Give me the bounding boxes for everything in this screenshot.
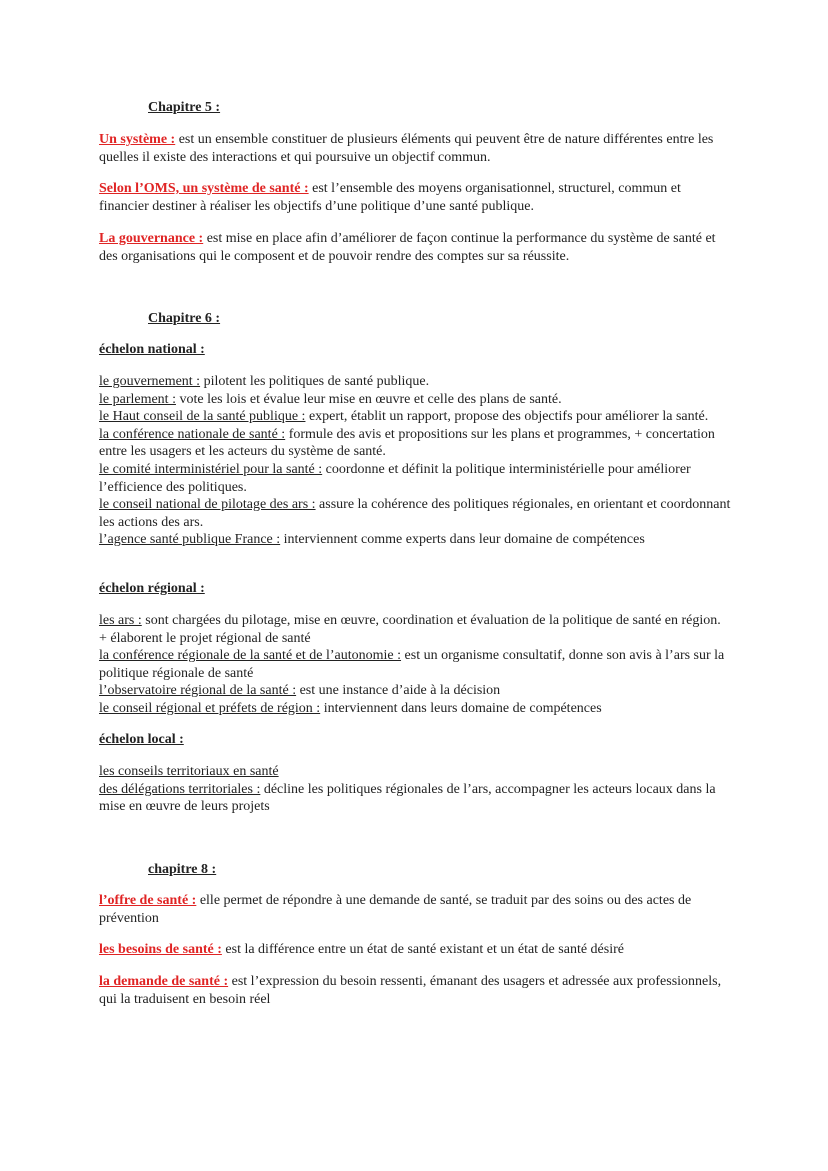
definition-text: est un ensemble constituer de plusieurs éléments qui peuvent être de nature différentes entre les quelles il existe des interactions et qui poursuive un objectif commun. <box>99 132 714 165</box>
item-term: le conseil national de pilotage des ars : <box>99 497 316 513</box>
item-term: les conseils territoriaux en santé <box>99 764 279 779</box>
echelon-regional-list <box>99 612 731 718</box>
list-item <box>99 647 731 682</box>
term: Un système : <box>99 132 176 147</box>
definition-besoins-sante <box>99 941 731 959</box>
chapter-6-title: Chapitre 6 : <box>148 311 221 326</box>
chapter-5-title: Chapitre 5 : <box>148 100 221 115</box>
item-term: le gouvernement : <box>99 374 201 389</box>
list-item <box>99 426 731 461</box>
item-text: expert, établit un rapport, propose des objectifs pour améliorer la santé. <box>305 409 709 425</box>
item-term: l’agence santé publique France : <box>99 532 281 548</box>
item-text: décline les politiques régionales de l’ars, accompagner les acteurs locaux dans la mise en œuvre de leurs projets <box>99 781 716 815</box>
definition-systeme-sante <box>99 180 731 215</box>
item-term: le conseil régional et préfets de région : <box>99 700 321 716</box>
definition-offre-sante <box>99 892 731 927</box>
item-text: assure la cohérence des politiques régionales, en orientant et coordonnant les actions des ars. <box>99 497 731 530</box>
definition-gouvernance <box>99 230 731 265</box>
echelon-regional-heading: échelon régional : <box>99 581 205 596</box>
definition-text: elle permet de répondre à une demande de santé, se traduit par des soins ou des actes de prévention <box>99 893 692 926</box>
item-text: sont chargées du pilotage, mise en œuvre, coordination et évaluation de la politique de santé en région. + élaborent le projet régional de santé <box>99 613 721 646</box>
item-term: la conférence nationale de santé : <box>99 426 286 442</box>
definition-text: est la différence entre un état de santé existant et un état de santé désiré <box>221 942 624 957</box>
chapter-8-title: chapitre 8 : <box>148 862 217 877</box>
definition-text: est l’expression du besoin ressenti, émanant des usagers et adressée aux professionnels, qui la traduisent en besoin réel <box>99 974 722 1007</box>
term: Selon l’OMS, un système de santé : <box>99 181 309 196</box>
list-item <box>99 408 731 426</box>
item-text: est une instance d’aide à la décision <box>296 683 501 699</box>
term: la demande de santé : <box>99 974 229 989</box>
list-item <box>99 531 731 549</box>
item-term: des délégations territoriales : <box>99 781 261 797</box>
item-text: interviennent comme experts dans leur domaine de compétences <box>280 532 645 548</box>
item-term: le comité interministériel pour la santé : <box>99 461 323 477</box>
list-item <box>99 391 731 409</box>
echelon-national-heading: échelon national : <box>99 342 205 357</box>
item-text: est un organisme consultatif, donne son avis à l’ars sur la politique régionale de santé <box>99 648 725 681</box>
definition-demande-sante <box>99 973 731 1008</box>
list-item <box>99 612 731 647</box>
list-item <box>99 781 731 816</box>
list-item <box>99 373 731 391</box>
list-item <box>99 461 731 496</box>
echelon-local-heading: échelon local : <box>99 732 184 747</box>
item-text: coordonne et définit la politique interministérielle pour améliorer l’efficience des politiques. <box>99 461 691 495</box>
item-term: la conférence régionale de la santé et de l’autonomie : <box>99 648 402 664</box>
item-text: vote les lois et évalue leur mise en œuvre et celle des plans de santé. <box>175 391 562 407</box>
item-term: le Haut conseil de la santé publique : <box>99 409 306 425</box>
item-text: pilotent les politiques de santé publique. <box>200 374 430 389</box>
echelon-local-list <box>99 763 731 816</box>
list-item <box>99 496 731 531</box>
item-term: les ars : <box>99 613 142 628</box>
term: les besoins de santé : <box>99 942 222 957</box>
item-term: le parlement : <box>99 391 176 407</box>
echelon-national-list <box>99 373 731 549</box>
item-text: formule des avis et propositions sur les plans et programmes, + concertation entre les usagers et les acteurs du système de santé. <box>99 426 715 460</box>
list-item <box>99 763 731 781</box>
definition-text: est mise en place afin d’améliorer de façon continue la performance du système de santé et des organisations qui le composent et de pouvoir rendre des comptes sur sa réussite. <box>99 231 716 264</box>
definition-text: est l’ensemble des moyens organisationnel, structurel, commun et financier destiner à réaliser les objectifs d’une politique d’une santé publique. <box>99 181 681 214</box>
item-text: interviennent dans leurs domaine de compétences <box>320 700 602 716</box>
definition-systeme <box>99 131 731 166</box>
term: l’offre de santé : <box>99 893 197 908</box>
list-item <box>99 700 731 718</box>
term: La gouvernance : <box>99 231 204 246</box>
item-term: l’observatoire régional de la santé : <box>99 683 297 699</box>
list-item <box>99 682 731 700</box>
